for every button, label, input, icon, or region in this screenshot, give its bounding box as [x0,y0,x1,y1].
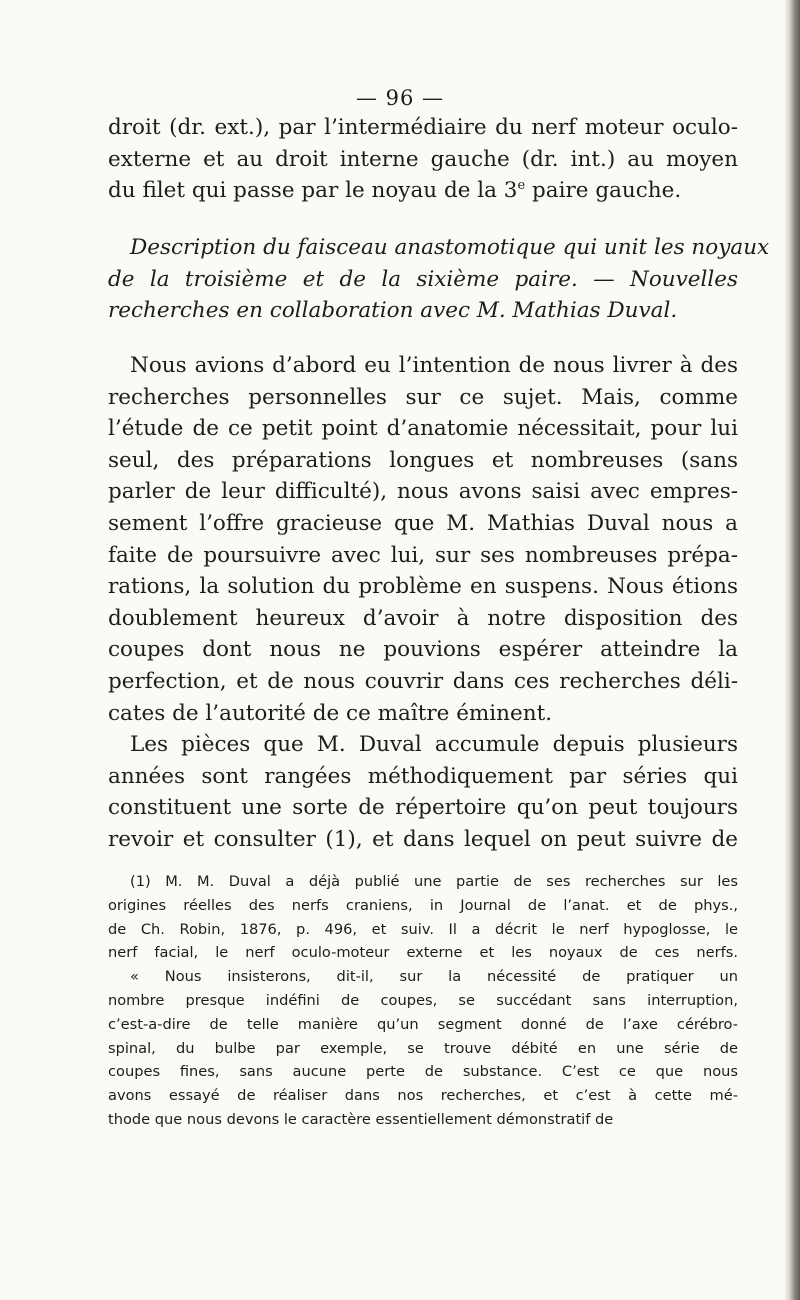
text-line: doublement heureux d’avoir à notre disposition des [108,605,738,631]
text-line: parler de leur difficulté), nous avons saisi avec empres- [108,479,738,505]
footnote-line: de Ch. Robin, 1876, p. 496, et suiv. Il a décrit le nerf hypoglosse, le [108,920,738,938]
footnote-line: nombre presque indéfini de coupes, se succédant sans interruption, [108,991,738,1009]
page-edge-shadow [784,0,800,1300]
footnote-line: nerf facial, le nerf oculo-moteur externe et les noyaux de ces nerfs. [108,944,738,962]
heading-line: recherches en collaboration avec M. Mathias Duval. [108,298,678,324]
footnote-line: (1) M. M. Duval a déjà publié une partie de ses recherches sur les [130,873,738,890]
footnote-line: « Nous insisterons, dit-il, sur la nécessité de pratiquer un [130,968,738,986]
text-line: revoir et consulter (1), et dans lequel on peut suivre de [108,826,738,852]
text-line: rations, la solution du problème en suspens. Nous étions [108,574,738,600]
footnote-line: avons essayé de réaliser dans nos recherches, et c’est à cette mé- [108,1087,738,1105]
paragraph [108,729,738,855]
page-number: — 96 — [355,86,445,110]
paragraph-continuation [108,112,738,207]
superscript: e [517,178,526,194]
footnote-line: origines réelles des nerfs craniens, in Journal de l’anat. et de phys., [108,896,738,914]
heading-line: de la troisième et de la sixième paire. — Nouvelles [108,266,738,292]
text-line: Nous avions d’abord eu l’intention de nous livrer à des [130,353,738,378]
footnote-line: c’est-a-dire de telle manière qu’un segment donné de l’axe cérébro- [108,1015,738,1033]
text-line: du filet qui passe par le noyau de la 3e paire gauche. [108,178,682,204]
footnote [108,870,738,1132]
paragraph [108,350,738,729]
footnote-line: thode que nous devons le caractère essentiellement démonstratif de [108,1110,614,1128]
footnote-line: spinal, du bulbe par exemple, se trouve débité en une série de [108,1039,738,1057]
section-heading [108,232,770,327]
text-line: Les pièces que M. Duval accumule depuis plusieurs [130,732,738,757]
text-line: droit (dr. ext.), par l’intermédiaire du nerf moteur oculo- [108,115,738,140]
text-line: l’étude de ce petit point d’anatomie nécessitait, pour lui [108,416,738,442]
text-line: perfection, et de nous couvrir dans ces recherches déli- [108,668,738,694]
text-line: externe et au droit interne gauche (dr. int.) au moyen [108,146,738,172]
heading-line: Description du faisceau anastomotique qui unit les noyaux [130,235,770,260]
text-line: seul, des préparations longues et nombreuses (sans [108,447,738,473]
text-line: années sont rangées méthodiquement par séries qui [108,763,738,789]
text-line: constituent une sorte de répertoire qu’on peut toujours [108,795,738,821]
footnote-line: coupes fines, sans aucune perte de substance. C’est ce que nous [108,1063,738,1081]
text-line: cates de l’autorité de ce maître éminent. [108,700,553,726]
text-line: faite de poursuivre avec lui, sur ses nombreuses prépa- [108,542,738,568]
text-line: coupes dont nous ne pouvions espérer atteindre la [108,637,738,663]
text-line: sement l’offre gracieuse que M. Mathias Duval nous a [108,510,738,536]
text-line: recherches personnelles sur ce sujet. Mais, comme [108,384,738,410]
